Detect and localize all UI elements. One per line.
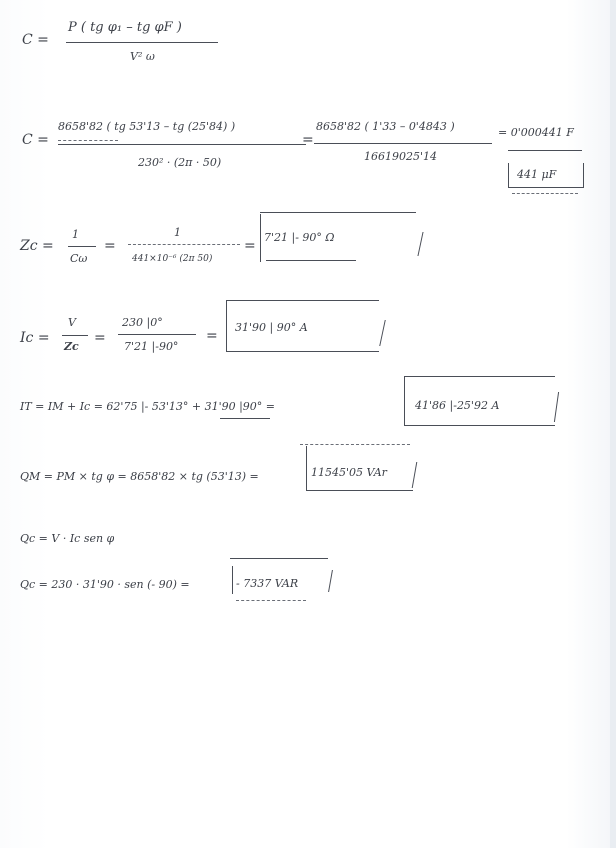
eq4-equals: =	[94, 330, 106, 346]
eq8-underline	[236, 600, 306, 601]
eq2-boxed-underline	[512, 193, 578, 194]
eq3-numerator-1: 1	[72, 228, 79, 241]
eq5-expression: IT = IM + Ic = 62'75 |- 53'13° + 31'90 |90° =	[20, 400, 276, 413]
eq4-numerator-2: 230 |0°	[122, 316, 163, 329]
eq4-numerator-1: V	[68, 316, 76, 329]
eq6-boxed-answer	[306, 446, 413, 491]
eq8-expression: Qc = 230 · 31'90 · sen (- 90) =	[20, 578, 190, 591]
eq2-numerator-1: 8658'82 ( tg 53'13 – tg (25'84) )	[58, 120, 236, 133]
eq4-boxed-value: 31'90 | 90° A	[235, 321, 308, 334]
eq2-result: = 0'000441 F	[498, 126, 574, 139]
eq2-fraction-line-1	[58, 144, 306, 145]
eq3-fraction-line-1	[68, 246, 96, 247]
eq4-boxed-answer	[226, 300, 379, 352]
eq2-denominator-2: 16619025'14	[364, 150, 438, 163]
eq3-box-right	[417, 232, 423, 256]
eq3-equals-2: =	[244, 238, 256, 254]
eq4-lhs: Ic =	[20, 330, 50, 346]
eq2-denominator-1: 230² · (2π · 50)	[138, 156, 222, 169]
eq8-box-right	[328, 570, 333, 592]
eq7-expression: Qc = V · Ic sen φ	[20, 532, 115, 545]
eq3-equals: =	[104, 238, 116, 254]
eq4-denominator-2: 7'21 |-90°	[124, 340, 179, 353]
eq2-numerator-2: 8658'82 ( 1'33 – 0'4843 )	[316, 120, 455, 133]
eq6-expression: QM = PM × tg φ = 8658'82 × tg (53'13) =	[20, 470, 259, 483]
eq4-fraction-line-2	[118, 334, 196, 335]
eq3-boxed-value: 7'21 |- 90° Ω	[264, 231, 335, 244]
eq2-result-rule	[508, 150, 582, 151]
eq5-dash-connector	[300, 444, 410, 445]
eq4-fraction-line-1	[62, 335, 88, 336]
eq3-denominator-1: Cω	[70, 252, 88, 265]
eq2-lhs: C =	[22, 132, 49, 148]
eq3-underline	[266, 260, 356, 261]
eq3-numerator-2: 1	[174, 226, 181, 239]
eq4-denominator-1: Zc	[64, 340, 79, 353]
eq5-angle-underline-1	[220, 418, 270, 419]
eq3-fraction-line-2	[128, 244, 240, 245]
eq8-boxed-value: - 7337 VAR	[236, 577, 299, 590]
eq5-boxed-value: 41'86 |-25'92 A	[415, 399, 500, 412]
eq4-equals-2: =	[206, 328, 218, 344]
page-edge	[610, 0, 616, 848]
eq2-boxed-answer	[508, 163, 584, 188]
eq2-fraction-line-2	[314, 143, 492, 144]
eq3-boxed-answer	[260, 212, 416, 253]
eq2-underline-1	[58, 140, 118, 141]
eq4-box-right	[379, 320, 386, 346]
eq1-lhs: C =	[22, 32, 49, 48]
eq6-boxed-value: 11545'05 VAr	[311, 466, 387, 479]
eq3-lhs: Zc =	[20, 238, 54, 254]
eq2-boxed-value: 441 μF	[517, 168, 557, 181]
eq1-denominator: V² ω	[130, 50, 155, 63]
eq2-equals: =	[302, 132, 314, 148]
eq3-box-left	[260, 214, 261, 262]
eq3-denominator-2: 441×10⁻⁶ (2π 50)	[132, 254, 213, 264]
eq8-box-left	[232, 566, 233, 594]
eq8-boxed-answer	[230, 558, 328, 595]
eq1-numerator: P ( tg φ₁ – tg φF )	[68, 20, 182, 35]
eq5-boxed-answer	[404, 376, 555, 426]
eq1-fraction-line	[66, 42, 218, 43]
